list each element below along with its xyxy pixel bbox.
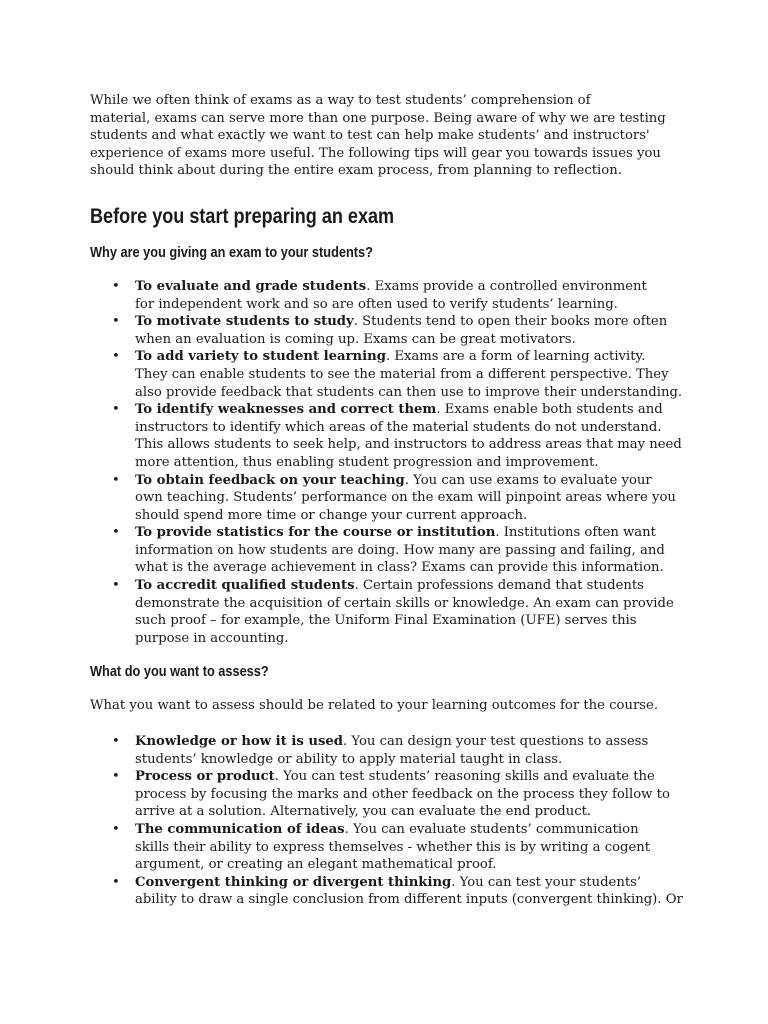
bullet-icon: • (112, 349, 120, 365)
item-text: . Exams provide a controlled environment for independent work and so are often used to verify students’ learning. (135, 278, 647, 312)
list-item (90, 313, 688, 348)
item-lead: To evaluate and grade students (135, 278, 367, 294)
item-text: . Students tend to open their books more often when an evaluation is coming up. Exams can be great motivators. (135, 314, 668, 347)
item-lead: To provide statistics for the course or institution (135, 525, 496, 541)
why-list (90, 278, 688, 647)
item-lead: To obtain feedback on your teaching (135, 472, 405, 488)
bullet-icon: • (112, 734, 120, 750)
item-lead: To accredit qualified students (135, 578, 355, 594)
item-lead: To identify weaknesses and correct them (135, 402, 437, 418)
item-text: . You can evaluate students’ communication skills their ability to express themselves - whether this is by writing a cogent argument, or creating an elegant mathematical proof. (135, 822, 651, 873)
bullet-icon: • (112, 769, 120, 785)
list-item (90, 348, 688, 401)
item-text: . Exams are a form of learning activity. They can enable students to see the material from a different perspective. They also provide feedback that students can then use to improve their understanding. (135, 349, 683, 400)
bullet-icon: • (112, 578, 120, 594)
list-item (90, 278, 688, 313)
bullet-icon: • (112, 874, 120, 890)
list-item (90, 821, 688, 874)
what-list (90, 733, 688, 909)
section-title: Before you start preparing an exam (90, 204, 395, 228)
item-lead: Convergent thinking or divergent thinking (135, 874, 452, 890)
item-text: . Certain professions demand that students demonstrate the acquisition of certain skills or knowledge. An exam can provide such proof – for example, the Uniform Final Examination (UFE) serves this purpose in accounting. (135, 578, 674, 646)
item-text: . Exams enable both students and instructors to identify which areas of the material students do not understand. This allows students to seek help, and instructors to address areas that may need more attention, thus enabling student progression and improvement. (135, 402, 682, 470)
list-item (90, 874, 688, 909)
bullet-icon: • (112, 525, 120, 541)
item-text: . You can test your students’ ability to draw a single conclusion from different inputs (convergent thinking). Or (135, 874, 683, 908)
what-heading: What do you want to assess? (90, 664, 269, 681)
bullet-icon: • (112, 822, 120, 837)
bullet-icon: • (112, 402, 120, 418)
list-item (90, 768, 688, 821)
what-intro-paragraph: What you want to assess should be related to your learning outcomes for the course. (90, 698, 659, 714)
item-lead: To motivate students to study (135, 314, 354, 330)
list-item (90, 401, 688, 471)
item-lead: Knowledge or how it is used (135, 734, 344, 750)
list-item (90, 524, 688, 577)
list-item (90, 577, 688, 647)
item-text: . You can design your test questions to assess students’ knowledge or ability to apply material taught in class. (135, 734, 649, 767)
bullet-icon: • (112, 278, 120, 294)
item-lead: Process or product (135, 769, 275, 785)
intro-paragraph: While we often think of exams as a way to test students’ comprehension of material, exams can serve more than one purpose. Being aware of why we are testing students and what exactly we want to test can help make students’ and instructors' experience of exams more useful. The following tips will gear you towards issues you should think about during the entire exam process, from planning to reflection. (90, 93, 666, 179)
item-lead: The communication of ideas (135, 822, 345, 837)
why-heading: Why are you giving an exam to your students? (90, 244, 373, 261)
list-item (90, 472, 688, 525)
item-text: . You can use exams to evaluate your own teaching. Students’ performance on the exam will pinpoint areas where you should spend more time or change your current approach. (135, 472, 676, 523)
item-lead: To add variety to student learning (135, 349, 386, 365)
item-text: . You can test students’ reasoning skills and evaluate the process by focusing the marks and other feedback on the process they follow to arrive at a solution. Alternatively, you can evaluate the end product. (135, 769, 670, 820)
list-item (90, 733, 688, 768)
bullet-icon: • (112, 314, 120, 330)
item-text: . Institutions often want information on how students are doing. How many are passing and failing, and what is the average achievement in class? Exams can provide this information. (135, 525, 665, 576)
bullet-icon: • (112, 472, 120, 488)
